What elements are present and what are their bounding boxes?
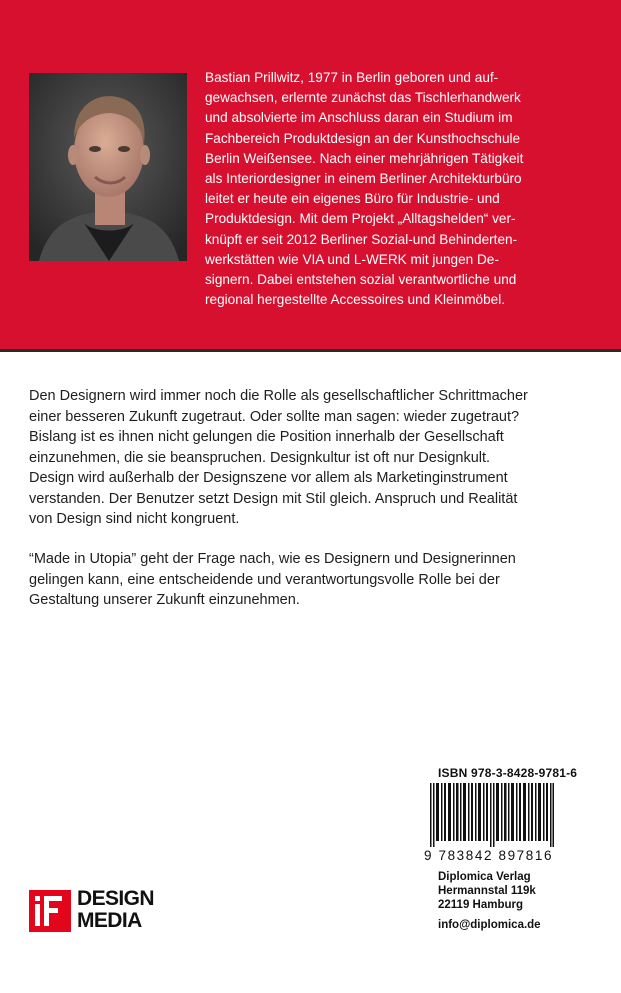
bio-line: und absolvierte im Anschluss daran ein Studium im [205,110,513,126]
bio-line: werkstätten wie VIA und L-WERK mit jungen De- [205,251,499,267]
logo-wordmark [77,888,154,932]
blurb-line: Bislang ist es ihnen nicht gelungen die Position innerhalb der Gesellschaft [29,429,504,445]
bio-line: Produktdesign. Mit dem Projekt „Alltagshelden“ ver- [205,211,516,227]
bio-line: gewachsen, erlernte zunächst das Tischlerhandwerk [205,90,521,106]
publisher-city: 22119 Hamburg [438,899,524,911]
bio-line: knüpft er seit 2012 Berliner Sozial-und Behinderten- [205,231,518,247]
bio-line: Berlin Weißensee. Nach einer mehrjährigen Tätigkeit [205,150,524,166]
blurb-line: verstanden. Der Benutzer setzt Design mit Stil gleich. Anspruch und Realität [29,490,518,507]
blurb-line: “Made in Utopia” geht der Frage nach, wie es Designern und Designerinnen [29,551,516,567]
publisher-name: Diplomica Verlag [438,871,531,883]
blurb-line: einzunehmen, die sie beanspruchen. Designkultur ist oft nur Designkult. [29,449,491,466]
isbn-label: ISBN 978-3-8428-9781-6 [438,766,578,780]
bio-line: leitet er heute ein eigenes Büro für Industrie- und [205,191,500,207]
blurb-paragraph-1 [29,386,595,530]
logo-line-design: DESIGN [77,887,154,910]
bio-line: signern. Dabei entstehen sozial verantwortliche und [205,272,517,288]
author-portrait-image [29,73,187,261]
bio-line: Fachbereich Produktdesign an der Kunsthochschule [205,130,521,146]
author-bio [205,68,595,310]
publisher-address [438,870,536,912]
design-media-logo [29,888,159,938]
barcode-digits: 9 783842 897816 [424,848,554,863]
bio-line: regional hergestellte Accessoires und Kleinmöbel. [205,292,505,308]
publisher-street: Hermannstal 119k [438,885,536,897]
blurb-line: Gestaltung unserer Zukunft einzunehmen. [29,592,300,608]
section-divider [0,349,621,352]
blurb-paragraph-2 [29,549,595,611]
blurb-line: von Design sind nicht kongruent. [29,511,240,527]
blurb-line: Den Designern wird immer noch die Rolle als gesellschaftlicher Schrittmacher [29,388,528,404]
blurb-line: Design wird außerhalb der Designszene vor allem als Marketinginstrument [29,470,508,486]
blurb-line: einer besseren Zukunft zugetraut. Oder sollte man sagen: wieder zugetraut? [29,408,520,425]
publisher-email: info@diplomica.de [438,919,541,931]
bio-line: als Interiordesigner in einem Berliner Architekturbüro [205,171,522,187]
barcode-icon [430,783,554,847]
author-photo [29,73,187,261]
if-logo-icon [29,890,71,932]
blurb-line: gelingen kann, eine entscheidende und verantwortungsvolle Rolle bei der [29,571,500,588]
bio-line: Bastian Prillwitz, 1977 in Berlin geboren und auf- [205,70,499,85]
logo-line-media: MEDIA [77,909,142,932]
